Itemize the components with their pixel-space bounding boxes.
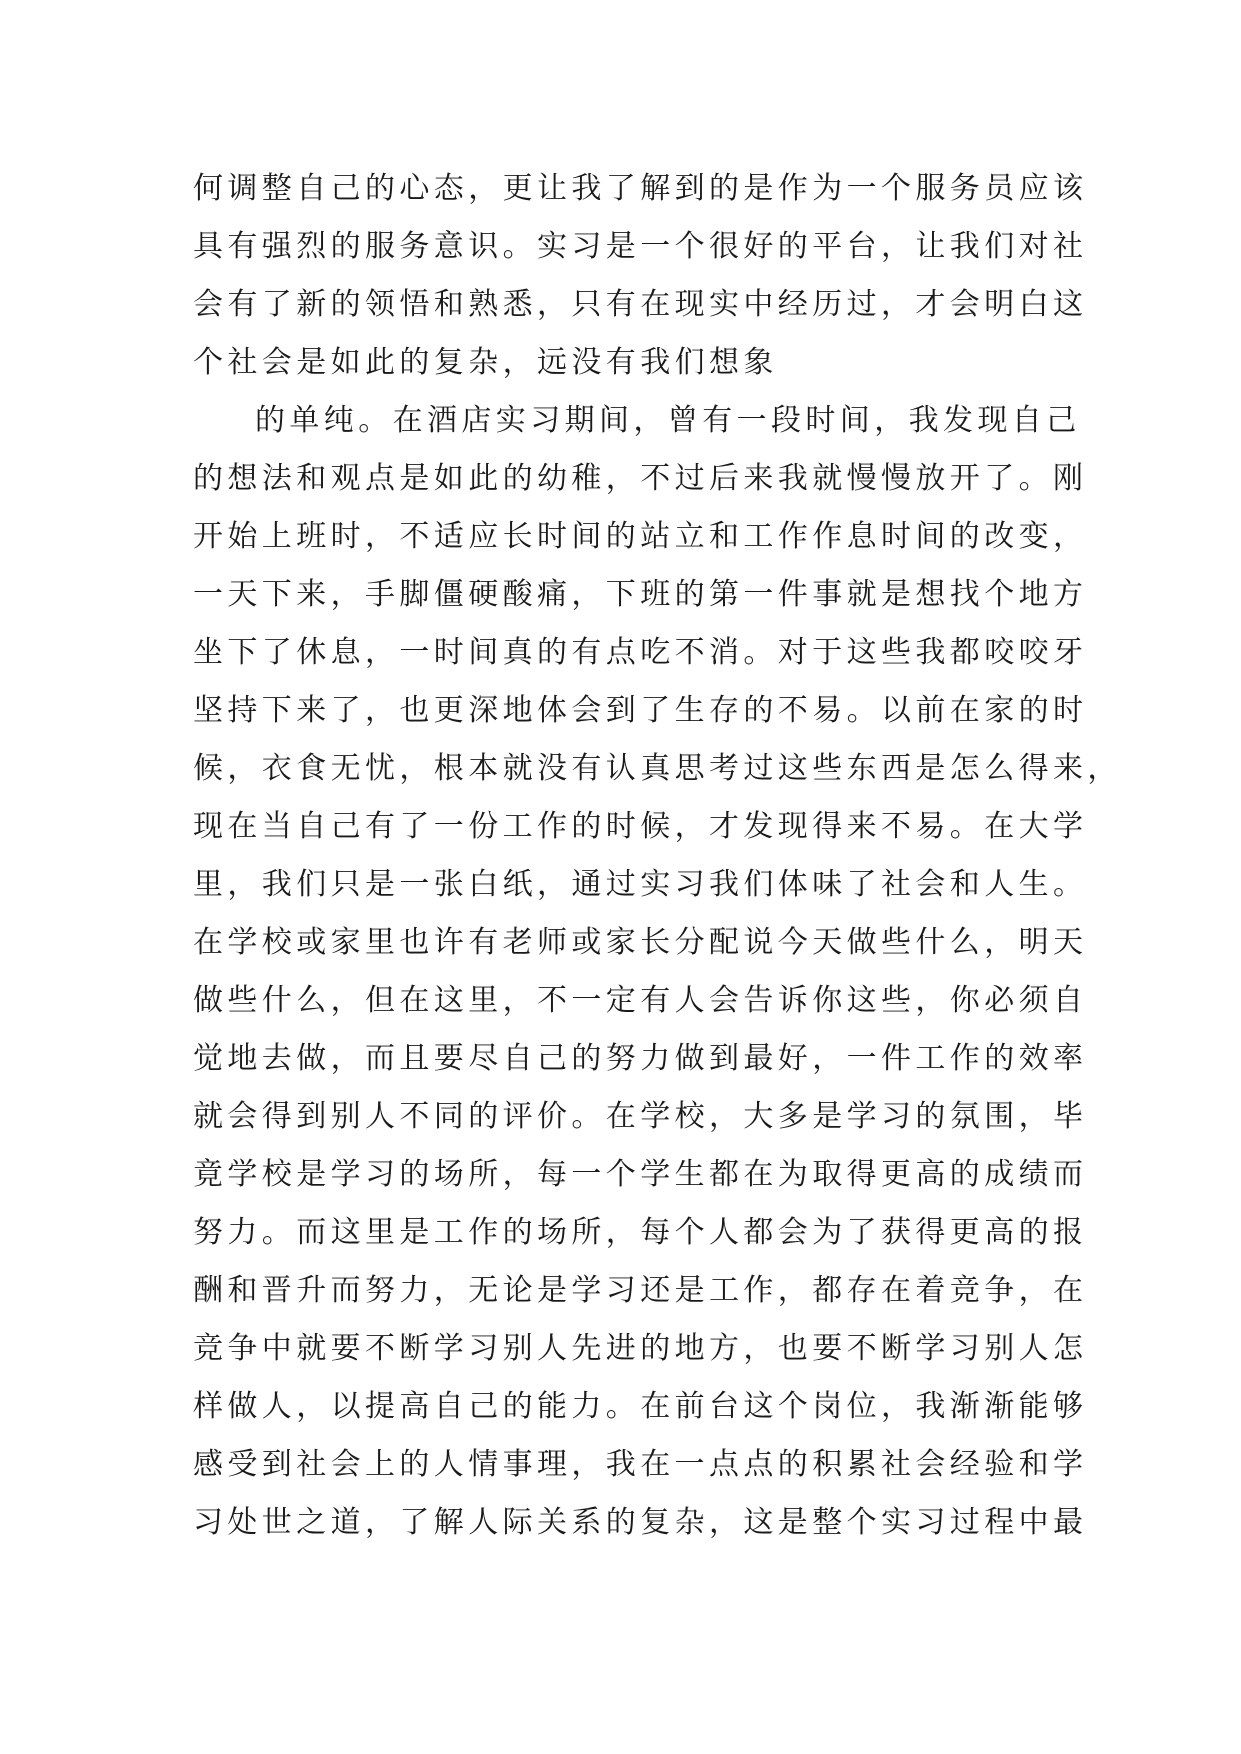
text-line: 会有了新的领悟和熟悉，只有在现实中经历过，才会明白这 <box>193 287 1088 322</box>
text-line: 的想法和观点是如此的幼稚，不过后来我就慢慢放开了。刚 <box>193 461 1088 496</box>
text-line: 一天下来，手脚僵硬酸痛，下班的第一件事就是想找个地方 <box>193 577 1088 612</box>
text-line: 觉地去做，而且要尽自己的努力做到最好，一件工作的效率 <box>193 1041 1088 1076</box>
text-line: 就会得到别人不同的评价。在学校，大多是学习的氛围，毕 <box>193 1099 1088 1134</box>
body-text <box>193 160 1122 1552</box>
text-line: 在学校或家里也许有老师或家长分配说今天做些什么，明天 <box>193 925 1088 960</box>
text-line: 的单纯。在酒店实习期间，曾有一段时间，我发现自己 <box>255 403 1081 438</box>
text-line: 样做人，以提高自己的能力。在前台这个岗位，我渐渐能够 <box>193 1389 1088 1424</box>
text-line: 个社会是如此的复杂，远没有我们想象 <box>193 345 778 380</box>
text-line: 竞争中就要不断学习别人先进的地方，也要不断学习别人怎 <box>193 1331 1088 1366</box>
text-line: 坚持下来了，也更深地体会到了生存的不易。以前在家的时 <box>193 693 1088 728</box>
text-line: 感受到社会上的人情事理，我在一点点的积累社会经验和学 <box>193 1447 1088 1482</box>
text-line: 现在当自己有了一份工作的时候，才发现得来不易。在大学 <box>193 809 1088 844</box>
text-line: 做些什么，但在这里，不一定有人会告诉你这些，你必须自 <box>193 983 1088 1018</box>
text-line: 何调整自己的心态，更让我了解到的是作为一个服务员应该 <box>193 171 1088 206</box>
text-line: 开始上班时，不适应长时间的站立和工作作息时间的改变， <box>193 519 1088 554</box>
text-line: 坐下了休息，一时间真的有点吃不消。对于这些我都咬咬牙 <box>193 635 1088 670</box>
text-line: 酬和晋升而努力，无论是学习还是工作，都存在着竞争，在 <box>193 1273 1088 1308</box>
text-line: 候，衣食无忧，根本就没有认真思考过这些东西是怎么得来， <box>193 751 1122 786</box>
text-line: 努力。而这里是工作的场所，每个人都会为了获得更高的报 <box>193 1215 1088 1250</box>
text-line: 竟学校是学习的场所，每一个学生都在为取得更高的成绩而 <box>193 1157 1088 1192</box>
text-line: 里，我们只是一张白纸，通过实习我们体味了社会和人生。 <box>193 867 1088 902</box>
text-line: 习处世之道，了解人际关系的复杂，这是整个实习过程中最 <box>193 1505 1088 1540</box>
text-line: 具有强烈的服务意识。实习是一个很好的平台，让我们对社 <box>193 229 1088 264</box>
